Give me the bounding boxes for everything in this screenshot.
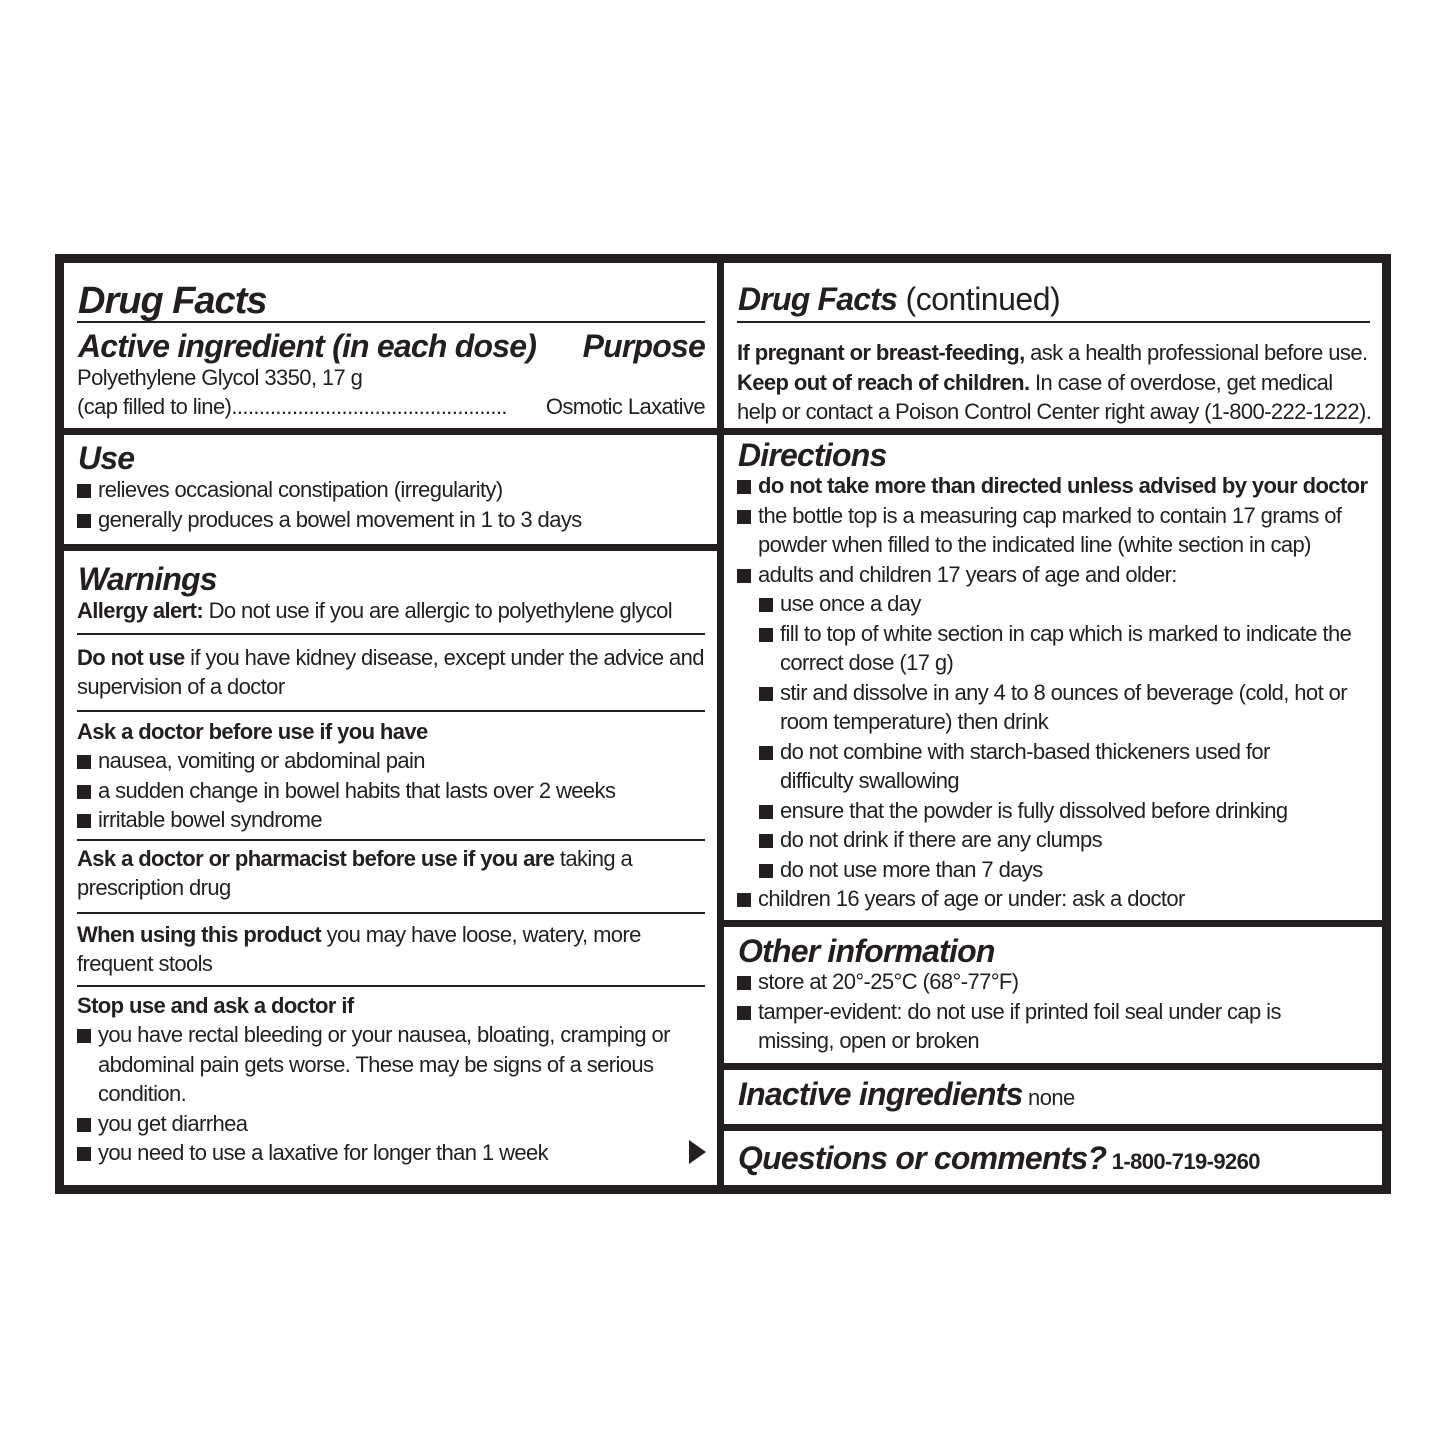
continued-title	[738, 283, 1060, 315]
ask-doctor-block	[77, 712, 705, 839]
drug-facts-label	[55, 254, 1391, 1194]
pregnant-text: ask a health professional before use.	[1024, 340, 1368, 365]
stop-use-item: you get diarrhea	[77, 1109, 705, 1139]
drug-facts-title: Drug Facts	[78, 280, 267, 322]
directions-item: do not take more than directed unless advised by your doctor	[737, 471, 1375, 501]
pregnant-label: If pregnant or breast-feeding,	[737, 340, 1025, 365]
continued-title-suffix: (continued)	[897, 281, 1061, 317]
ask-doctor-item: a sudden change in bowel habits that lasts over 2 weeks	[77, 776, 705, 806]
active-ingredient-panel	[64, 263, 717, 428]
use-heading: Use	[78, 440, 135, 476]
directions-item: adults and children 17 years of age and older:	[737, 560, 1375, 590]
inactive-ingredients-value: none	[1022, 1085, 1075, 1110]
ask-pharmacist-label: Ask a doctor or pharmacist before use if you are	[77, 845, 555, 871]
warnings-heading: Warnings	[78, 561, 217, 597]
questions-heading: Questions or comments?	[738, 1140, 1107, 1176]
pregnancy-warnings	[737, 338, 1373, 427]
directions-item: the bottle top is a measuring cap marked to contain 17 grams of powder when filled to the indicated line (white section in cap)	[737, 501, 1358, 560]
questions-line	[738, 1142, 1260, 1177]
questions-panel	[724, 1131, 1382, 1185]
allergy-label: Allergy alert:	[77, 598, 204, 623]
pregnant-warning	[737, 338, 1373, 368]
other-information-item: store at 20°-25°C (68°-77°F)	[737, 967, 1337, 997]
do-not-use	[77, 635, 705, 710]
directions-sub-item: do not use more than 7 days	[759, 855, 1375, 885]
allergy-alert	[77, 596, 705, 633]
continued-title-main: Drug Facts	[738, 281, 898, 317]
use-panel	[64, 435, 717, 544]
warnings-panel	[64, 551, 717, 1185]
directions-list	[737, 471, 1375, 914]
stop-use-item: you have rectal bleeding or your nausea, bloating, cramping or abdominal pain gets worse. These may be signs of a serious condition.	[77, 1020, 688, 1109]
keep-out-text: In case of overdose, get medical help or contact a Poison Control Center right away (1-800-222-1222).	[737, 369, 1372, 424]
ingredient-line: Polyethylene Glycol 3350, 17 g	[77, 365, 363, 390]
inactive-ingredients-line	[738, 1078, 1075, 1113]
active-ingredient-heading: Active ingredient (in each dose)	[78, 328, 537, 364]
directions-sub-item: stir and dissolve in any 4 to 8 ounces of beverage (cold, hot or room temperature) then drink	[759, 678, 1370, 737]
when-using-text: you may have loose, watery, more frequent stools	[77, 921, 641, 976]
ingredient-leader-dots: ..................................................	[231, 394, 507, 419]
other-information-panel	[724, 927, 1382, 1063]
keep-out-warning	[737, 368, 1373, 427]
ingredient-cap-text: (cap filled to line)	[77, 394, 232, 419]
use-list	[77, 475, 697, 534]
title-rule	[737, 321, 1370, 323]
directions-item: children 16 years of age or under: ask a doctor	[737, 884, 1375, 914]
ask-doctor-item: nausea, vomiting or abdominal pain	[77, 746, 705, 776]
purpose-value: Osmotic Laxative	[544, 392, 705, 422]
do-not-use-label: Do not use	[77, 644, 185, 670]
inactive-ingredients-panel	[724, 1070, 1382, 1124]
stop-use-item: you need to use a laxative for longer than 1 week	[77, 1138, 705, 1168]
inactive-ingredients-heading: Inactive ingredients	[738, 1076, 1023, 1112]
directions-panel	[724, 435, 1382, 920]
when-using-label: When using this product	[77, 921, 322, 947]
directions-heading: Directions	[738, 437, 887, 473]
directions-sub-item: do not drink if there are any clumps	[759, 825, 1375, 855]
directions-sub-item: ensure that the powder is fully dissolved before drinking	[759, 796, 1375, 826]
use-item: generally produces a bowel movement in 1 to 3 days	[77, 505, 697, 535]
other-information-list	[737, 967, 1337, 1056]
use-item: relieves occasional constipation (irregularity)	[77, 475, 697, 505]
ask-pharmacist	[77, 841, 705, 912]
other-information-item: tamper-evident: do not use if printed foil seal under cap is missing, open or broken	[737, 997, 1318, 1056]
keep-out-label: Keep out of reach of children.	[737, 369, 1030, 395]
title-rule	[77, 321, 705, 323]
when-using	[77, 914, 705, 985]
ask-doctor-heading: Ask a doctor before use if you have	[77, 718, 428, 744]
other-information-heading: Other information	[738, 933, 995, 969]
allergy-text: Do not use if you are allergic to polyethylene glycol	[203, 598, 673, 623]
warnings-body	[77, 596, 705, 1168]
continue-arrow-icon	[689, 1140, 706, 1164]
continued-header-panel	[724, 263, 1382, 428]
questions-phone: 1-800-719-9260	[1106, 1149, 1260, 1174]
purpose-heading: Purpose	[582, 328, 705, 364]
ask-pharmacist-text: taking a prescription drug	[77, 845, 633, 900]
directions-sub-item: do not combine with starch-based thickeners used for difficulty swallowing	[759, 737, 1310, 796]
do-not-use-text: if you have kidney disease, except under the advice and supervision of a doctor	[77, 644, 704, 699]
directions-sub-item: use once a day	[759, 589, 1375, 619]
stop-use-block	[77, 987, 705, 1168]
directions-sub-item: fill to top of white section in cap which is marked to indicate the correct dose (17 g)	[759, 619, 1355, 678]
ask-doctor-item: irritable bowel syndrome	[77, 805, 705, 835]
stop-use-heading: Stop use and ask a doctor if	[77, 992, 354, 1018]
